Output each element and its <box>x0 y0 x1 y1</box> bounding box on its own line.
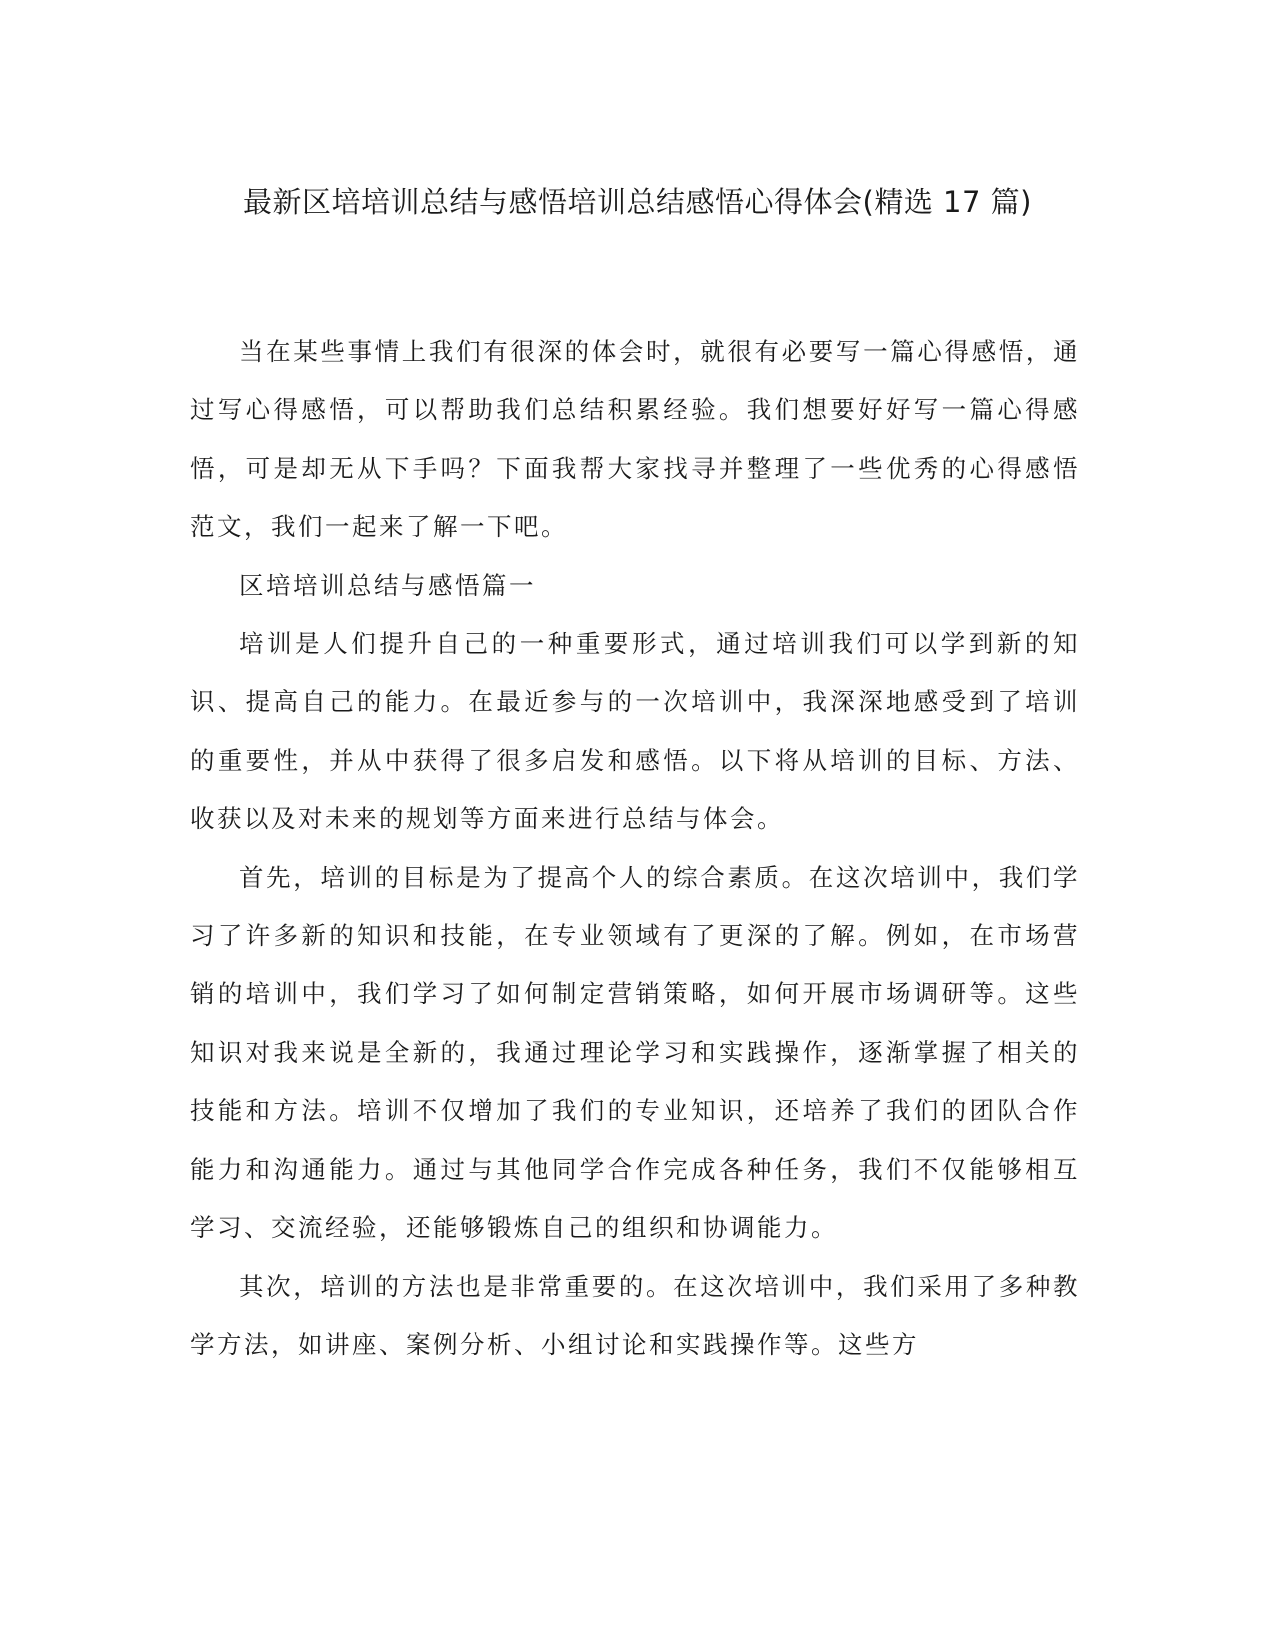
body-paragraph: 培训是人们提升自己的一种重要形式，通过培训我们可以学到新的知识、提高自己的能力。在最近参与的一次培训中，我深深地感受到了培训的重要性，并从中获得了很多启发和感悟。以下将从培训的目标、方法、收获以及对未来的规划等方面来进行总结与体会。 <box>190 629 1080 834</box>
document-body <box>190 323 1080 1374</box>
document-title: 最新区培培训总结与感悟培训总结感悟心得体会(精选 17 篇) <box>243 185 1032 219</box>
intro-paragraph: 当在某些事情上我们有很深的体会时，就很有必要写一篇心得感悟，通过写心得感悟，可以帮助我们总结积累经验。我们想要好好写一篇心得感悟，可是却无从下手吗？下面我帮大家找寻并整理了一些优秀的心得感悟范文，我们一起来了解一下吧。 <box>190 337 1080 542</box>
section-heading: 区培培训总结与感悟篇一 <box>239 570 536 600</box>
body-paragraph: 其次，培训的方法也是非常重要的。在这次培训中，我们采用了多种教学方法，如讲座、案例分析、小组讨论和实践操作等。这些方 <box>190 1271 1080 1359</box>
body-paragraph: 首先，培训的目标是为了提高个人的综合素质。在这次培训中，我们学习了许多新的知识和技能，在专业领域有了更深的了解。例如，在市场营销的培训中，我们学习了如何制定营销策略，如何开展市场调研等。这些知识对我来说是全新的，我通过理论学习和实践操作，逐渐掌握了相关的技能和方法。培训不仅增加了我们的专业知识，还培养了我们的团队合作能力和沟通能力。通过与其他同学合作完成各种任务，我们不仅能够相互学习、交流经验，还能够锻炼自己的组织和协调能力。 <box>190 862 1080 1243</box>
